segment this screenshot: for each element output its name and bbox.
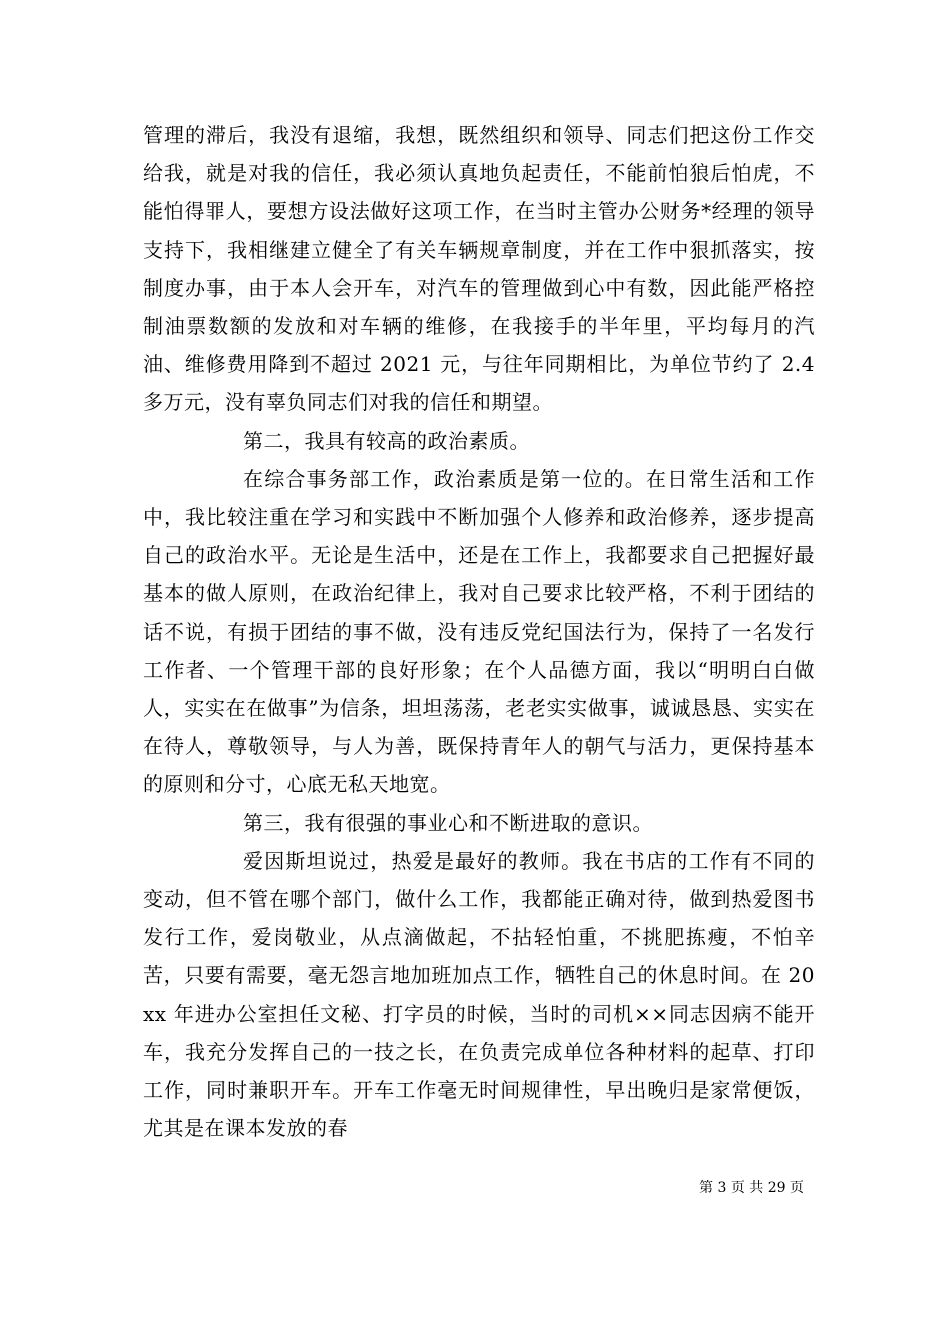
paragraph-3: 在综合事务部工作，政治素质是第一位的。在日常生活和工作中，我比较注重在学习和实践中不断加强个人修养和政治修养，逐步提高自己的政治水平。无论是生活中，还是在工作上，我都要求自己把握好最基本的做人原则，在政治纪律上，我对自己要求比较严格，不利于团结的话不说，有损于团结的事不做，没有违反党纪国法行为，保持了一名发行工作者、一个管理干部的良好形象；在个人品德方面，我以“明明白白做人，实实在在做事”为信条，坦坦荡荡，老老实实做事，诚诚恳恳、实实在在待人，尊敬领导，与人为善，既保持青年人的朝气与活力，更保持基本的原则和分寸，心底无私天地宽。 xyxy=(143,466,815,797)
page-number-footer: 第 3 页 共 29 页 xyxy=(699,1180,804,1196)
paragraph-heading-2: 第二，我具有较高的政治素质。 xyxy=(243,428,530,453)
paragraph-1: 管理的滞后，我没有退缩，我想，既然组织和领导、同志们把这份工作交给我，就是对我的信任，我必须认真地负起责任，不能前怕狼后怕虎，不能怕得罪人，要想方设法做好这项工作，在当时主管办公财务*经理的领导支持下，我相继建立健全了有关车辆规章制度，并在工作中狠抓落实，按制度办事，由于本人会开车，对汽车的管理做到心中有数，因此能严格控制油票数额的发放和对车辆的维修，在我接手的半年里，平均每月的汽油、维修费用降到不超过 2021 元，与往年同期相比，为单位节约了 2.4 多万元，没有辜负同志们对我的信任和期望。 xyxy=(143,123,815,415)
paragraph-heading-4: 第三，我有很强的事业心和不断进取的意识。 xyxy=(243,810,653,835)
document-body xyxy=(143,116,815,1147)
paragraph-5: 爱因斯坦说过，热爱是最好的教师。我在书店的工作有不同的变动，但不管在哪个部门，做什么工作，我都能正确对待，做到热爱图书发行工作，爱岗敬业，从点滴做起，不拈轻怕重，不挑肥拣瘦，不怕辛苦，只要有需要，毫无怨言地加班加点工作，牺牲自己的休息时间。在 20xx 年进办公室担任文秘、打字员的时候，当时的司机××同志因病不能开车，我充分发挥自己的一技之长，在负责完成单位各种材料的起草、打印工作，同时兼职开车。开车工作毫无时间规律性，早出晚归是家常便饭，尤其是在课本发放的春 xyxy=(143,848,815,1141)
